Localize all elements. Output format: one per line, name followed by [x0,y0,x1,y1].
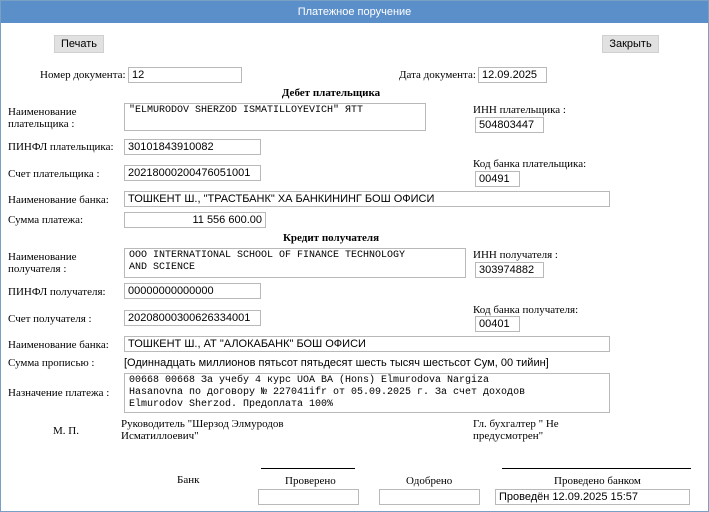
checked-divider [261,468,355,469]
document-number-field[interactable]: 12 [128,67,242,83]
checked-field[interactable] [258,489,359,505]
recipient-inn-field[interactable]: 303974882 [475,262,544,278]
payer-bank-name-field[interactable]: ТОШКЕНТ Ш., "ТРАСТБАНК" ХА БАНКИНИНГ БОШ ОФИСИ [124,191,610,207]
processed-label: Проведено банком [554,475,641,487]
payer-bank-code-field[interactable]: 00491 [475,171,520,187]
payer-pinfl-field[interactable]: 30101843910082 [124,139,261,155]
recipient-bank-code-label: Код банка получателя: [473,304,579,316]
debit-header: Дебет плательщика [281,87,381,99]
recipient-pinfl-label: ПИНФЛ получателя: [8,286,106,298]
payer-inn-label: ИНН плательщика : [473,104,566,116]
accountant-signature: Гл. бухгалтер " Не предусмотрен" [473,418,559,442]
recipient-bank-code-field[interactable]: 00401 [475,316,520,332]
processed-divider [502,468,691,469]
approved-field[interactable] [379,489,480,505]
checked-label: Проверено [285,475,336,487]
payer-bank-code-label: Код банка плательщика: [473,158,587,170]
bank-label: Банк [177,474,200,486]
close-button[interactable]: Закрыть [602,35,659,53]
recipient-account-field[interactable]: 20208000300626334001 [124,310,261,326]
amount-words-value: [Одиннадцать миллионов пятьсот пятьдесят шесть тысяч шестьсот Сум, 00 тийин] [124,357,549,369]
amount-label: Сумма платежа: [8,214,84,226]
recipient-bank-name-field[interactable]: ТОШКЕНТ Ш., АТ "АЛОКАБАНК" БОШ ОФИСИ [124,336,610,352]
head-signature: Руководитель "Шерзод Элмуродов Исматиллоевич" [121,418,284,442]
document-date-label: Дата документа: [399,69,476,81]
amount-field[interactable]: 11 556 600.00 [124,212,266,228]
payer-inn-field[interactable]: 504803447 [475,117,544,133]
payer-pinfl-label: ПИНФЛ плательщика: [8,141,114,153]
amount-words-label: Сумма прописью : [8,357,95,369]
recipient-account-label: Счет получателя : [8,313,92,325]
credit-header: Кредит получателя [282,232,380,244]
payer-account-label: Счет плательщика : [8,168,100,180]
recipient-pinfl-field[interactable]: 00000000000000 [124,283,261,299]
payer-account-field[interactable]: 20218000200476051001 [124,165,261,181]
approved-label: Одобрено [406,475,453,487]
recipient-name-field[interactable]: OOO INTERNATIONAL SCHOOL OF FINANCE TECHNOLOGY AND SCIENCE [124,248,466,278]
purpose-label: Назначение платежа : [8,387,110,399]
recipient-inn-label: ИНН получателя : [473,249,558,261]
document-number-label: Номер документа: [40,69,126,81]
stamp-place-label: М. П. [53,425,79,437]
document-date-field[interactable]: 12.09.2025 [478,67,547,83]
processed-field[interactable]: Проведён 12.09.2025 15:57 [495,489,690,505]
recipient-name-label: Наименование получателя : [8,251,77,275]
payer-name-field[interactable]: "ELMURODOV SHERZOD ISMATILLOYEVICH" ЯТТ [124,103,426,131]
payer-name-label: Наименование плательщика : [8,106,77,130]
purpose-field[interactable]: 00668 00668 За учебу 4 курс UOA BA (Hons) Elmurodova Nargiza Hasanovna по договору № 227041ifr от 05.09.2025 г. За счет доходов Elmurodov Sherzod. Предоплата 100% [124,373,610,413]
payer-bank-name-label: Наименование банка: [8,194,109,206]
recipient-bank-name-label: Наименование банка: [8,339,109,351]
print-button[interactable]: Печать [54,35,104,53]
window-title: Платежное поручение [1,1,708,23]
